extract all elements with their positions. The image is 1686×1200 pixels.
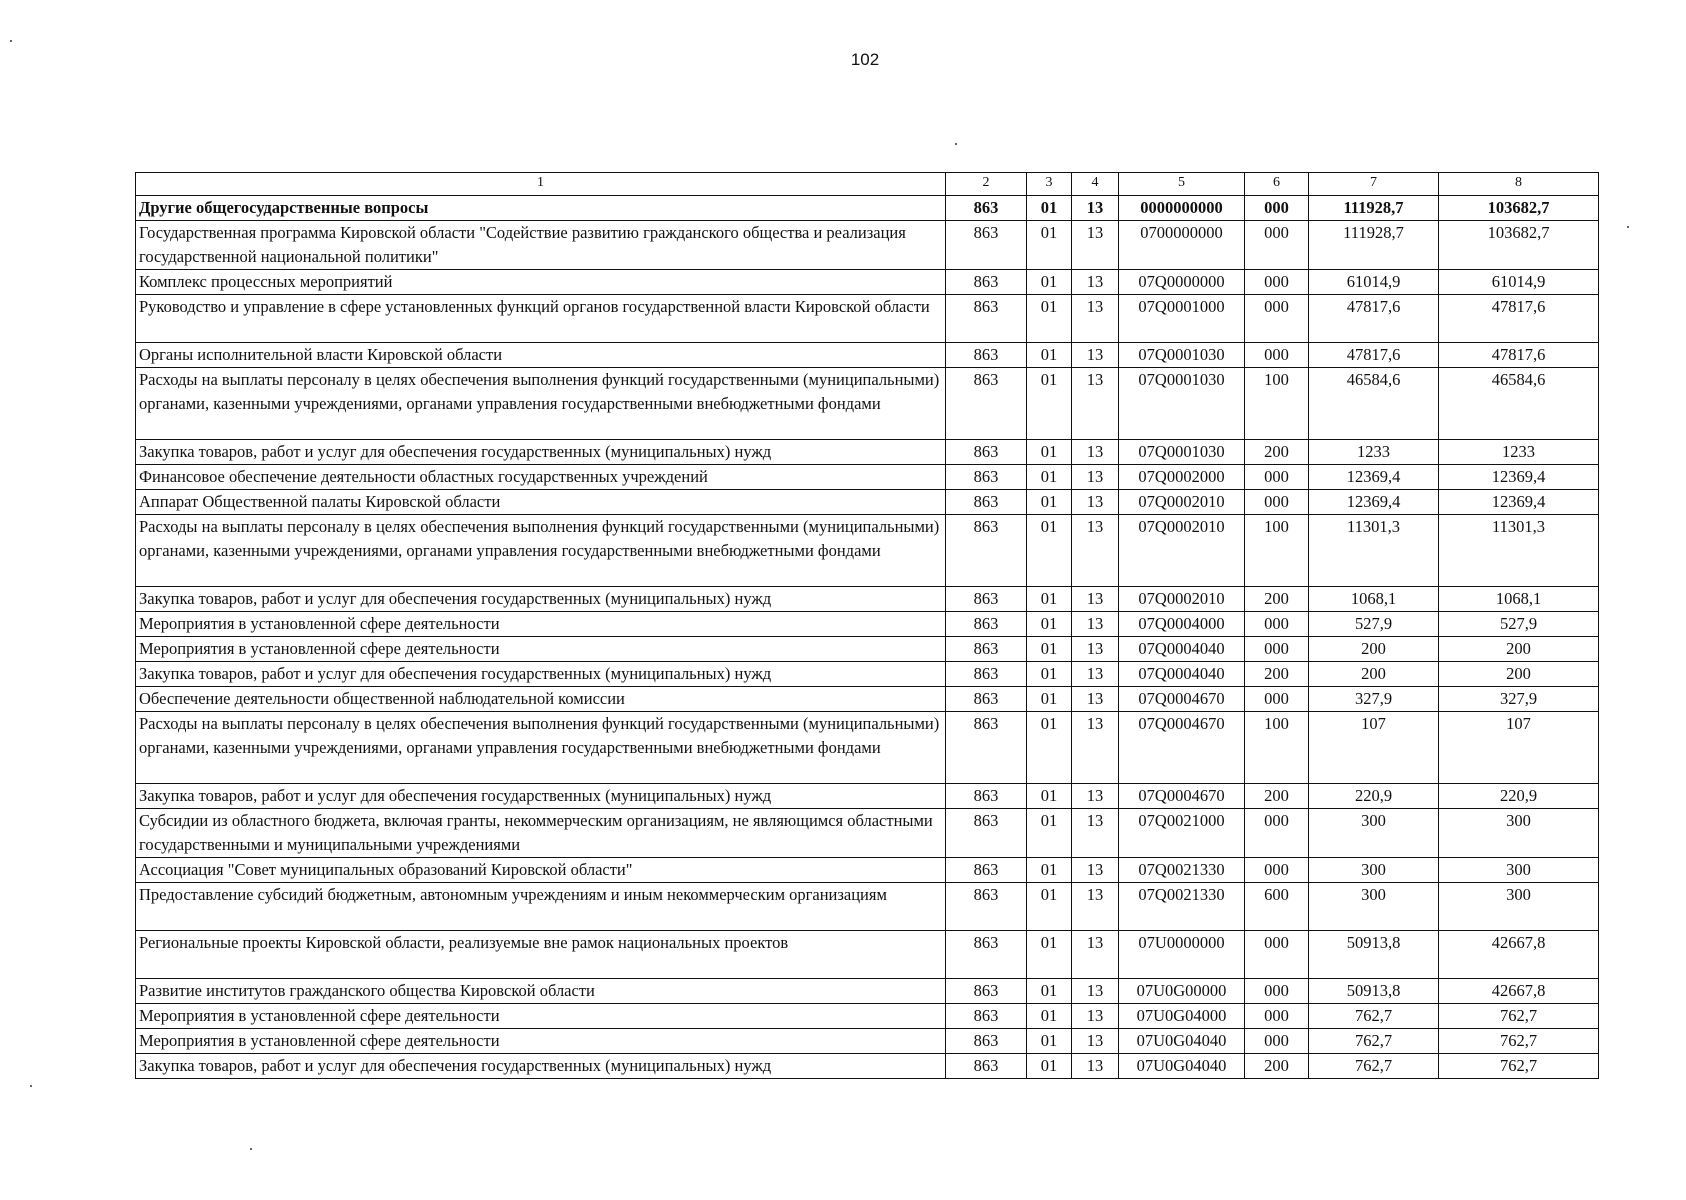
- amount-year1-cell: 47817,6: [1309, 295, 1439, 343]
- target-article-cell: 07Q0004670: [1119, 784, 1245, 809]
- row-name-cell: Расходы на выплаты персоналу в целях обеспечения выполнения функций государственными (муниципальными) органами, казенными учреждениями, органами управления государственными внебюджетными фондами: [136, 712, 946, 784]
- target-article-cell: 07U0G04040: [1119, 1054, 1245, 1079]
- amount-year2-cell: 300: [1439, 858, 1599, 883]
- table-row: [136, 612, 1599, 637]
- table-row: [136, 662, 1599, 687]
- subsection-cell: 13: [1072, 662, 1119, 687]
- subsection-cell: 13: [1072, 712, 1119, 784]
- table-row: [136, 1029, 1599, 1054]
- section-cell: 01: [1027, 1054, 1072, 1079]
- amount-year1-cell: 111928,7: [1309, 221, 1439, 270]
- subsection-cell: 13: [1072, 196, 1119, 221]
- subsection-cell: 13: [1072, 931, 1119, 979]
- amount-year1-cell: 527,9: [1309, 612, 1439, 637]
- row-name-cell: Руководство и управление в сфере установленных функций органов государственной власти Кировской области: [136, 295, 946, 343]
- amount-year2-cell: 762,7: [1439, 1004, 1599, 1029]
- column-header: 4: [1072, 173, 1119, 196]
- admin-code-cell: 863: [946, 979, 1027, 1004]
- target-article-cell: 07Q0002010: [1119, 515, 1245, 587]
- expense-type-cell: 000: [1245, 1029, 1309, 1054]
- expense-type-cell: 000: [1245, 343, 1309, 368]
- table-row: [136, 809, 1599, 858]
- row-name-cell: Финансовое обеспечение деятельности областных государственных учреждений: [136, 465, 946, 490]
- admin-code-cell: 863: [946, 343, 1027, 368]
- expense-type-cell: 000: [1245, 637, 1309, 662]
- amount-year2-cell: 527,9: [1439, 612, 1599, 637]
- amount-year1-cell: 46584,6: [1309, 368, 1439, 440]
- amount-year2-cell: 327,9: [1439, 687, 1599, 712]
- amount-year1-cell: 1233: [1309, 440, 1439, 465]
- target-article-cell: 07U0000000: [1119, 931, 1245, 979]
- amount-year2-cell: 300: [1439, 809, 1599, 858]
- row-name-cell: Закупка товаров, работ и услуг для обеспечения государственных (муниципальных) нужд: [136, 662, 946, 687]
- admin-code-cell: 863: [946, 712, 1027, 784]
- section-cell: 01: [1027, 931, 1072, 979]
- target-article-cell: 07Q0004670: [1119, 712, 1245, 784]
- admin-code-cell: 863: [946, 196, 1027, 221]
- target-article-cell: 07Q0004670: [1119, 687, 1245, 712]
- scan-speck: [10, 40, 12, 42]
- expense-type-cell: 000: [1245, 295, 1309, 343]
- admin-code-cell: 863: [946, 687, 1027, 712]
- subsection-cell: 13: [1072, 637, 1119, 662]
- budget-table-body: [136, 173, 1599, 1079]
- amount-year2-cell: 61014,9: [1439, 270, 1599, 295]
- table-row: [136, 465, 1599, 490]
- section-cell: 01: [1027, 612, 1072, 637]
- table-row: [136, 440, 1599, 465]
- table-row: [136, 515, 1599, 587]
- admin-code-cell: 863: [946, 465, 1027, 490]
- expense-type-cell: 000: [1245, 196, 1309, 221]
- amount-year1-cell: 12369,4: [1309, 465, 1439, 490]
- subsection-cell: 13: [1072, 883, 1119, 931]
- target-article-cell: 07Q0001030: [1119, 368, 1245, 440]
- row-name-cell: Закупка товаров, работ и услуг для обеспечения государственных (муниципальных) нужд: [136, 587, 946, 612]
- subsection-cell: 13: [1072, 221, 1119, 270]
- subsection-cell: 13: [1072, 979, 1119, 1004]
- amount-year1-cell: 762,7: [1309, 1004, 1439, 1029]
- expense-type-cell: 100: [1245, 368, 1309, 440]
- column-header: 5: [1119, 173, 1245, 196]
- row-name-cell: Органы исполнительной власти Кировской области: [136, 343, 946, 368]
- admin-code-cell: 863: [946, 883, 1027, 931]
- page-number: 102: [850, 50, 880, 69]
- amount-year2-cell: 1233: [1439, 440, 1599, 465]
- admin-code-cell: 863: [946, 295, 1027, 343]
- amount-year2-cell: 1068,1: [1439, 587, 1599, 612]
- expense-type-cell: 000: [1245, 687, 1309, 712]
- subsection-cell: 13: [1072, 440, 1119, 465]
- table-row: [136, 637, 1599, 662]
- admin-code-cell: 863: [946, 931, 1027, 979]
- row-name-cell: Закупка товаров, работ и услуг для обеспечения государственных (муниципальных) нужд: [136, 1054, 946, 1079]
- admin-code-cell: 863: [946, 440, 1027, 465]
- row-name-cell: Мероприятия в установленной сфере деятельности: [136, 637, 946, 662]
- expense-type-cell: 200: [1245, 587, 1309, 612]
- table-row: [136, 883, 1599, 931]
- row-name-cell: Мероприятия в установленной сфере деятельности: [136, 1004, 946, 1029]
- scan-speck: [250, 1148, 252, 1150]
- amount-year2-cell: 107: [1439, 712, 1599, 784]
- subsection-cell: 13: [1072, 1054, 1119, 1079]
- expense-type-cell: 000: [1245, 979, 1309, 1004]
- admin-code-cell: 863: [946, 662, 1027, 687]
- subsection-cell: 13: [1072, 295, 1119, 343]
- admin-code-cell: 863: [946, 587, 1027, 612]
- section-cell: 01: [1027, 883, 1072, 931]
- amount-year2-cell: 103682,7: [1439, 221, 1599, 270]
- table-row: [136, 979, 1599, 1004]
- section-cell: 01: [1027, 196, 1072, 221]
- table-row: [136, 931, 1599, 979]
- target-article-cell: 07Q0001000: [1119, 295, 1245, 343]
- admin-code-cell: 863: [946, 637, 1027, 662]
- expense-type-cell: 000: [1245, 221, 1309, 270]
- table-row: [136, 1004, 1599, 1029]
- admin-code-cell: 863: [946, 368, 1027, 440]
- amount-year1-cell: 61014,9: [1309, 270, 1439, 295]
- amount-year2-cell: 300: [1439, 883, 1599, 931]
- amount-year1-cell: 762,7: [1309, 1054, 1439, 1079]
- row-name-cell: Ассоциация "Совет муниципальных образований Кировской области": [136, 858, 946, 883]
- amount-year1-cell: 200: [1309, 637, 1439, 662]
- admin-code-cell: 863: [946, 784, 1027, 809]
- table-header-row: [136, 173, 1599, 196]
- expense-type-cell: 000: [1245, 809, 1309, 858]
- column-header: 8: [1439, 173, 1599, 196]
- table-row: [136, 587, 1599, 612]
- subsection-cell: 13: [1072, 612, 1119, 637]
- target-article-cell: 0000000000: [1119, 196, 1245, 221]
- subsection-cell: 13: [1072, 515, 1119, 587]
- budget-table: [135, 172, 1599, 1079]
- scan-speck: [30, 1085, 32, 1087]
- amount-year1-cell: 111928,7: [1309, 196, 1439, 221]
- row-name-cell: Субсидии из областного бюджета, включая гранты, некоммерческим организациям, не являющимся областными государственными и муниципальными учреждениями: [136, 809, 946, 858]
- expense-type-cell: 200: [1245, 784, 1309, 809]
- table-row: [136, 368, 1599, 440]
- target-article-cell: 07Q0021000: [1119, 809, 1245, 858]
- target-article-cell: 07Q0001030: [1119, 343, 1245, 368]
- amount-year2-cell: 42667,8: [1439, 979, 1599, 1004]
- admin-code-cell: 863: [946, 858, 1027, 883]
- row-name-cell: Расходы на выплаты персоналу в целях обеспечения выполнения функций государственными (муниципальными) органами, казенными учреждениями, органами управления государственными внебюджетными фондами: [136, 368, 946, 440]
- row-name-cell: Региональные проекты Кировской области, реализуемые вне рамок национальных проектов: [136, 931, 946, 979]
- table-row: [136, 270, 1599, 295]
- amount-year1-cell: 50913,8: [1309, 931, 1439, 979]
- subsection-cell: 13: [1072, 1004, 1119, 1029]
- column-header: 7: [1309, 173, 1439, 196]
- section-cell: 01: [1027, 221, 1072, 270]
- amount-year2-cell: 42667,8: [1439, 931, 1599, 979]
- table-row: [136, 343, 1599, 368]
- target-article-cell: 07Q0002000: [1119, 465, 1245, 490]
- table-row: [136, 687, 1599, 712]
- target-article-cell: 07Q0004040: [1119, 662, 1245, 687]
- admin-code-cell: 863: [946, 490, 1027, 515]
- target-article-cell: 07Q0002010: [1119, 587, 1245, 612]
- target-article-cell: 07Q0002010: [1119, 490, 1245, 515]
- expense-type-cell: 100: [1245, 712, 1309, 784]
- table-row: [136, 712, 1599, 784]
- section-cell: 01: [1027, 637, 1072, 662]
- subsection-cell: 13: [1072, 270, 1119, 295]
- subsection-cell: 13: [1072, 343, 1119, 368]
- admin-code-cell: 863: [946, 221, 1027, 270]
- table-row: [136, 858, 1599, 883]
- expense-type-cell: 000: [1245, 612, 1309, 637]
- target-article-cell: 07U0G04000: [1119, 1004, 1245, 1029]
- section-cell: 01: [1027, 490, 1072, 515]
- subsection-cell: 13: [1072, 858, 1119, 883]
- target-article-cell: 07U0G00000: [1119, 979, 1245, 1004]
- subsection-cell: 13: [1072, 687, 1119, 712]
- amount-year1-cell: 220,9: [1309, 784, 1439, 809]
- section-cell: 01: [1027, 515, 1072, 587]
- expense-type-cell: 200: [1245, 662, 1309, 687]
- section-cell: 01: [1027, 858, 1072, 883]
- expense-type-cell: 000: [1245, 858, 1309, 883]
- section-cell: 01: [1027, 687, 1072, 712]
- subsection-cell: 13: [1072, 809, 1119, 858]
- section-cell: 01: [1027, 368, 1072, 440]
- section-cell: 01: [1027, 1004, 1072, 1029]
- subsection-cell: 13: [1072, 784, 1119, 809]
- section-cell: 01: [1027, 662, 1072, 687]
- amount-year1-cell: 300: [1309, 858, 1439, 883]
- row-name-cell: Комплекс процессных мероприятий: [136, 270, 946, 295]
- column-header: 1: [136, 173, 946, 196]
- admin-code-cell: 863: [946, 612, 1027, 637]
- target-article-cell: 07U0G04040: [1119, 1029, 1245, 1054]
- amount-year2-cell: 47817,6: [1439, 343, 1599, 368]
- expense-type-cell: 000: [1245, 931, 1309, 979]
- row-name-cell: Закупка товаров, работ и услуг для обеспечения государственных (муниципальных) нужд: [136, 784, 946, 809]
- admin-code-cell: 863: [946, 270, 1027, 295]
- subsection-cell: 13: [1072, 490, 1119, 515]
- amount-year1-cell: 1068,1: [1309, 587, 1439, 612]
- table-row: [136, 221, 1599, 270]
- amount-year2-cell: 220,9: [1439, 784, 1599, 809]
- amount-year2-cell: 12369,4: [1439, 465, 1599, 490]
- admin-code-cell: 863: [946, 1054, 1027, 1079]
- target-article-cell: 07Q0004040: [1119, 637, 1245, 662]
- expense-type-cell: 600: [1245, 883, 1309, 931]
- amount-year2-cell: 46584,6: [1439, 368, 1599, 440]
- amount-year2-cell: 200: [1439, 662, 1599, 687]
- section-cell: 01: [1027, 465, 1072, 490]
- section-cell: 01: [1027, 270, 1072, 295]
- target-article-cell: 07Q0004000: [1119, 612, 1245, 637]
- amount-year1-cell: 300: [1309, 809, 1439, 858]
- target-article-cell: 07Q0000000: [1119, 270, 1245, 295]
- row-name-cell: Другие общегосударственные вопросы: [136, 196, 946, 221]
- section-cell: 01: [1027, 295, 1072, 343]
- table-row: [136, 196, 1599, 221]
- column-header: 2: [946, 173, 1027, 196]
- row-name-cell: Развитие институтов гражданского общества Кировской области: [136, 979, 946, 1004]
- expense-type-cell: 200: [1245, 1054, 1309, 1079]
- expense-type-cell: 000: [1245, 465, 1309, 490]
- subsection-cell: 13: [1072, 368, 1119, 440]
- section-cell: 01: [1027, 1029, 1072, 1054]
- subsection-cell: 13: [1072, 465, 1119, 490]
- target-article-cell: 07Q0021330: [1119, 858, 1245, 883]
- amount-year2-cell: 200: [1439, 637, 1599, 662]
- table-row: [136, 784, 1599, 809]
- row-name-cell: Закупка товаров, работ и услуг для обеспечения государственных (муниципальных) нужд: [136, 440, 946, 465]
- admin-code-cell: 863: [946, 1004, 1027, 1029]
- scan-speck: [955, 143, 957, 145]
- row-name-cell: Расходы на выплаты персоналу в целях обеспечения выполнения функций государственными (муниципальными) органами, казенными учреждениями, органами управления государственными внебюджетными фондами: [136, 515, 946, 587]
- section-cell: 01: [1027, 587, 1072, 612]
- table-row: [136, 1054, 1599, 1079]
- column-header: 6: [1245, 173, 1309, 196]
- amount-year1-cell: 200: [1309, 662, 1439, 687]
- admin-code-cell: 863: [946, 1029, 1027, 1054]
- table-row: [136, 490, 1599, 515]
- amount-year1-cell: 11301,3: [1309, 515, 1439, 587]
- section-cell: 01: [1027, 809, 1072, 858]
- amount-year1-cell: 107: [1309, 712, 1439, 784]
- section-cell: 01: [1027, 784, 1072, 809]
- row-name-cell: Обеспечение деятельности общественной наблюдательной комиссии: [136, 687, 946, 712]
- section-cell: 01: [1027, 440, 1072, 465]
- amount-year2-cell: 762,7: [1439, 1054, 1599, 1079]
- amount-year1-cell: 327,9: [1309, 687, 1439, 712]
- amount-year2-cell: 47817,6: [1439, 295, 1599, 343]
- amount-year1-cell: 300: [1309, 883, 1439, 931]
- row-name-cell: Мероприятия в установленной сфере деятельности: [136, 1029, 946, 1054]
- row-name-cell: Аппарат Общественной палаты Кировской области: [136, 490, 946, 515]
- amount-year1-cell: 762,7: [1309, 1029, 1439, 1054]
- amount-year2-cell: 11301,3: [1439, 515, 1599, 587]
- section-cell: 01: [1027, 343, 1072, 368]
- row-name-cell: Государственная программа Кировской области "Содействие развитию гражданского общества и реализация государственной национальной политики": [136, 221, 946, 270]
- target-article-cell: 07Q0021330: [1119, 883, 1245, 931]
- amount-year1-cell: 50913,8: [1309, 979, 1439, 1004]
- expense-type-cell: 000: [1245, 490, 1309, 515]
- amount-year1-cell: 12369,4: [1309, 490, 1439, 515]
- section-cell: 01: [1027, 712, 1072, 784]
- subsection-cell: 13: [1072, 1029, 1119, 1054]
- row-name-cell: Мероприятия в установленной сфере деятельности: [136, 612, 946, 637]
- amount-year2-cell: 103682,7: [1439, 196, 1599, 221]
- target-article-cell: 0700000000: [1119, 221, 1245, 270]
- amount-year1-cell: 47817,6: [1309, 343, 1439, 368]
- amount-year2-cell: 762,7: [1439, 1029, 1599, 1054]
- target-article-cell: 07Q0001030: [1119, 440, 1245, 465]
- admin-code-cell: 863: [946, 515, 1027, 587]
- admin-code-cell: 863: [946, 809, 1027, 858]
- expense-type-cell: 000: [1245, 1004, 1309, 1029]
- column-header: 3: [1027, 173, 1072, 196]
- scan-speck: [1627, 226, 1629, 228]
- expense-type-cell: 100: [1245, 515, 1309, 587]
- row-name-cell: Предоставление субсидий бюджетным, автономным учреждениям и иным некоммерческим организациям: [136, 883, 946, 931]
- section-cell: 01: [1027, 979, 1072, 1004]
- amount-year2-cell: 12369,4: [1439, 490, 1599, 515]
- expense-type-cell: 000: [1245, 270, 1309, 295]
- expense-type-cell: 200: [1245, 440, 1309, 465]
- table-row: [136, 295, 1599, 343]
- subsection-cell: 13: [1072, 587, 1119, 612]
